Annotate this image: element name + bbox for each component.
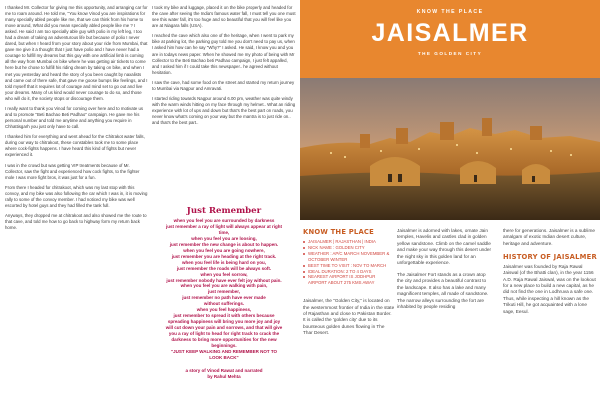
story-column-left [5,5,148,236]
info-paragraph: there for generations. Jaisalmer is a sublime amalgam of exotic Indian desert culture, heritage and adventure. [503,228,595,246]
list-item: NEAREST AIRPORT IS JODHPUR AIRPORT ABOUT 275 KMS AWAY [303,274,395,286]
poem-byline: a story of Vinod Rawat and narrated [185,367,263,373]
history-heading: HISTORY OF JAISALMER [503,252,597,261]
story-paragraph: I thanked Mr. Collector for giving me this opportunity, and arranging car for me to roam around. He told me, "You know Vinod you are inspirations for many specially abled people like me, that we can think from his home to move around, What did you mean specially abled people like me ? I asked. He said I am too specially able guy with polio in my left leg, I too had a dream of taking an adventurous life but because of polio I never dared, but when I heard from your story about your ride from Mumbai, that gave me give it a thought that I just have polio and I have never had a courage to fulfill my dreams but this guy with one artificial limb is coming all the way from Mumbai on bike where he was getting air tickets to come here but he chose to fulfill his riding dream by taking on bike, and when I met you yesterday and heard the story of you been caught by naxalists and came out of there safe, that gave me goose bumps like feelings, and I told myself that it requires lot of courage and mind set to go out and live your dreams. Many of us kind would never courage to do so, and those who will do it, the society stops or discourage them. [5,5,148,101]
poem-line: time, [218,229,230,235]
poem-byline: by Rahul Mehta [207,373,241,379]
banner-kicker: KNOW THE PLACE [416,9,484,15]
history-paragraph: Jaisalmer was founded by Raja Rawal Jaiswal (of the Bhatti clan), in the year 1156 A.D. Raja Rawal Jaiswal, was on the lookout for a new place to build a new capital, as he did not find the one in Lodhruva a safe one. Thus, while inspecting a hill known as the Trikuti Hill, he got acquainted with a lone sage, Eesul. [503,263,596,314]
info-column-3 [503,228,598,321]
poem-line: just remember a ray of light will always appear at right [165,223,283,229]
poem-line: you a ray of light to head for right track to crack the [168,331,280,337]
poem-line: when you feel you are going nowhere, [183,247,265,253]
info-column-1 [303,228,395,342]
info-paragraph: Jaisalmer is adorned with lakes, ornate Jain temples, Havelis and castles clad in golden yellow sandstone. Climb on the camel saddle and make your way through this desert under the night sky in this golden land for an unforgettable experience. [397,228,492,266]
poem-line: when you feel you are loosing, [191,235,257,241]
story-paragraph: From there I headed for chitrakoot, which was my last stop with this convoy, and my bike was also following the car which I was in, it is moving rally to some of the convoy member. I had noticed my bike was well escorted by hotel guys and they had filled the tank full. [5,185,148,209]
poem-line: just remember you are heading at the right track. [171,253,277,259]
poem-line: just remember nobody have ever felt joy without pain. [166,277,282,283]
poem-line: just remember the roads will be always soft. [176,265,272,271]
poem-line: just remember the new change is about to happen. [169,241,279,247]
list-item: JAISALMER | RAJASTHAN | INDIA [303,239,395,245]
poem-line: just remember, [207,289,240,295]
banner-title: JAISALMER [371,19,529,47]
story-paragraph: I started riding towards Nagpur around 6.00 pm, weather was quite windy with the warm winds hitting on my face through my helmet.. What an riding experience with lot of ups and down but that's the best part on roads, you never know what's coming on your way but the mantra is to just ride on.. and that's the best part.. [152,96,296,126]
poem-line: will cut down your pain and sorrows, and that will give [165,325,283,331]
poem-line: when you feel sorrow, [200,271,248,277]
poem-line: just remember to spread it with others because [173,313,275,319]
poem-line: darkness to bring more opportunities for the new [171,337,277,343]
poem-line: when you feel happiness, [196,307,252,313]
list-item: NICK NAME : GOLDEN CITY [303,245,395,251]
story-paragraph: Anyways, they dropped me at chitrakoot and also showed me the route to that cave, and told me how to go back to highway form my return back home. [5,213,147,231]
story-column-middle [152,5,296,131]
poem-line: when you feel life is being hard on you, [181,259,266,265]
intro-paragraph: Jaisalmer, the "Golden City," is located on the westernmost frontier of India in the state of Rajasthan and close to Pakistan Border. It is called the 'golden city' due to its bounteous golden dunes flowing in The Thar Desert. [303,298,395,336]
poem-line: spreading happiness will bring you more joy and joy [167,319,281,325]
facts-list [303,239,395,286]
fort-illustration [300,78,600,220]
poem-title: Just Remember [186,206,262,216]
know-place-heading: KNOW THE PLACE [303,228,374,236]
story-paragraph: I saw the cave, had some food on the street and started my return journey to Mumbai via Nagpur and Amravati. [152,79,295,91]
story-paragraph: I really want to thank you Vinod for coming over here and to motivate us and to promote "Beti Bachao Beti Padhao" campaign. He gave me his personal number and told me anytime and anything you require in Chhattisgarh you just only have to call. [5,105,144,130]
story-paragraph: I was in the crowd but was getting VIP treatments because of Mr. Collector, saw the fight and experienced how cock fights, to the fighter mole I was more fight bros, it was just for a fun. [5,162,140,180]
poem-line: without sufferings. [203,301,245,307]
story-paragraph: I took my bike and luggage, placed it on the bike properly and headed for the cave after seeing the India's famous water fall, I must tell you one must see this water fall, it's too huge and so beautiful that you will feel like you are at Niagara falls (USA). [152,5,296,29]
list-item: WEATHER : AP/C MARCH NOVEMBER & OCTOBER WINTER [303,251,395,263]
poem-line: "JUST KEEP WALKING AND REMEMBER NOT TO [170,348,278,354]
poem-line: beginnings. [211,343,237,349]
fort-photo [300,78,600,220]
banner-subtitle: THE GOLDEN CITY [417,51,483,56]
info-paragraph: The Jaisalmer Fort stands as a crown atop the city and provides a beautiful contrast to the landscape. It also has a lake and many magnificent temples, all made of sandstone. The narrow alleys surrounding the fort are inhabited by people residing [397,272,489,310]
list-item: BEST TIME TO VISIT : NOV TO MARCH [303,263,395,269]
poem-line: LOOK BACK" [209,354,239,360]
story-paragraph: I thanked him for everything and went ahead for the Chitrakot water falls, during our way to chitrakoot, these constables took me to some place where cock-fights happens. I have heard this kind of fights but never experienced it. [5,134,145,158]
info-column-2 [397,228,492,316]
poem-block [152,206,296,380]
poem-line: when you feel you are surrounded by darkness [173,218,275,223]
story-paragraph: I reached the cave which also one of the heritage, when I went to park my bike at parking lot, the parking guy told me you don't need to pay us, when I asked him how can he say "Why?" I asked. He said, I know you and you are in todays news paper. When he showed me my photo of being with Mr Collector to the Beti Bachao beti Padhao campaign, I just felt appalled, and I asked him if I could take this newspaper.. he agreed without hesitation. [152,33,295,75]
poem-line: when you feel you are walking with pain, [180,283,268,289]
poem-line: just remember no path have ever made [182,295,266,301]
list-item: IDEAL DURATION: 2 TO 4 DAYS [303,269,395,275]
